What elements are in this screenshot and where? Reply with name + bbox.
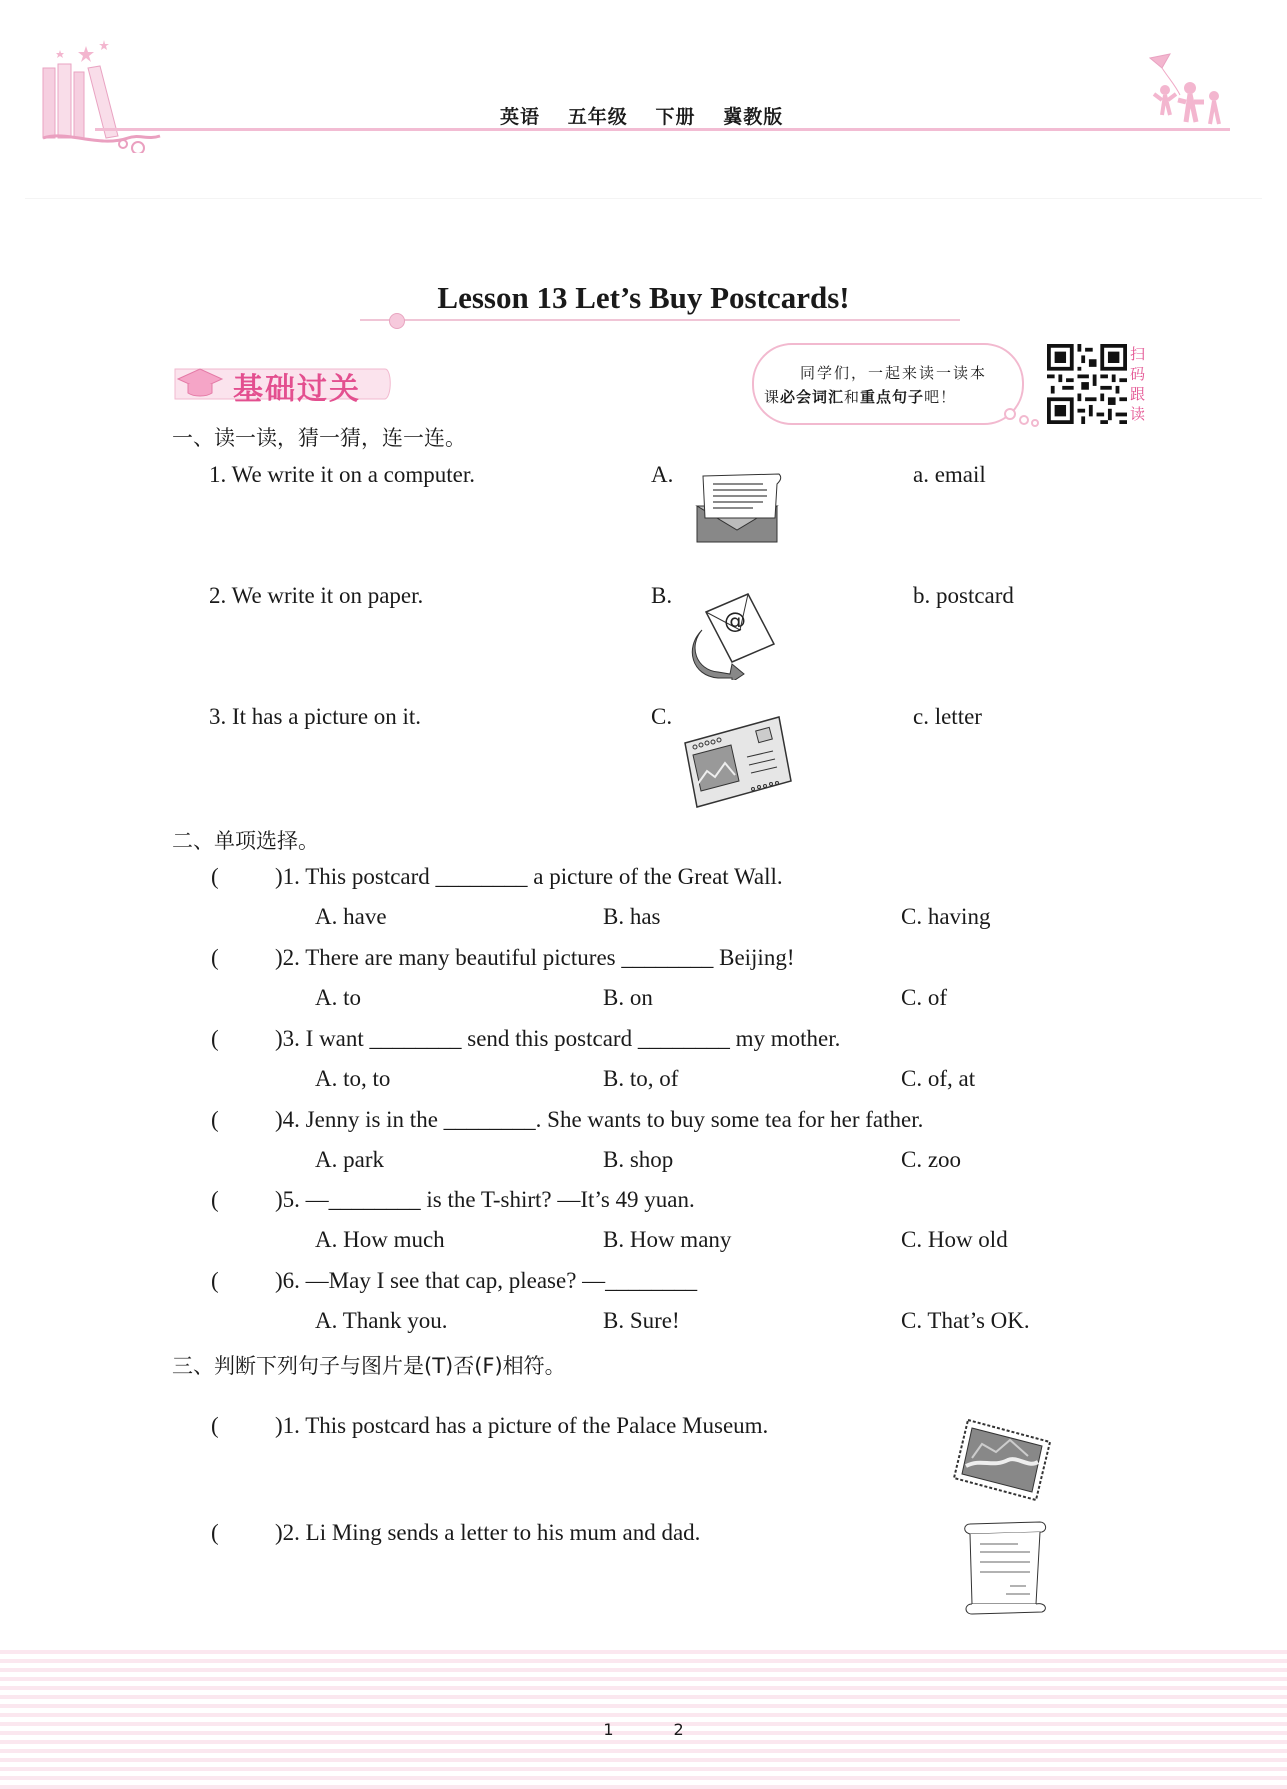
option-b: B. on: [603, 985, 653, 1010]
answer-paren[interactable]: (: [211, 1413, 219, 1438]
answer-paren[interactable]: (: [211, 1520, 219, 1545]
question-text: )1. This postcard ________ a picture of the Great Wall.: [275, 864, 783, 889]
lesson-title: Lesson 13 Let’s Buy Postcards!: [437, 280, 850, 315]
page-number: 12: [603, 1720, 744, 1739]
svg-text:@: @: [724, 609, 746, 634]
header-title: [500, 102, 805, 129]
part1-word-b: b. postcard: [913, 583, 1014, 608]
part1-picture-label-a: A.: [651, 462, 674, 487]
part3-heading: 三、判断下列句子与图片是(T)否(F)相符。: [172, 1354, 566, 1378]
option-c: C. having: [901, 904, 991, 929]
option-a: A. have: [315, 904, 387, 929]
option-a: A. park: [315, 1147, 384, 1172]
option-c: C. of, at: [901, 1066, 976, 1091]
header-edition: 冀教版: [723, 107, 784, 128]
question-text: )4. Jenny is in the ________. She wants to buy some tea for her father.: [275, 1107, 924, 1132]
option-b: B. How many: [603, 1227, 732, 1252]
option-c: C. zoo: [901, 1147, 962, 1172]
speech-bubble: [752, 343, 1024, 425]
option-b: B. to, of: [603, 1066, 679, 1091]
answer-paren[interactable]: (: [211, 864, 219, 889]
option-b: B. shop: [603, 1147, 674, 1172]
question-text: )2. Li Ming sends a letter to his mum and dad.: [275, 1520, 701, 1545]
title-dot: [389, 313, 405, 329]
bubble-line-1: 同学们，一起来读一读本: [800, 364, 988, 382]
option-c: C. That’s OK.: [901, 1308, 1030, 1333]
answer-paren[interactable]: (: [211, 1187, 219, 1212]
part1-picture-label-c: C.: [651, 704, 673, 729]
part1-word-c: c. letter: [913, 704, 982, 729]
option-a: A. to: [315, 985, 361, 1010]
great-wall-postcard-icon: [952, 1418, 1052, 1503]
question-text: )5. —________ is the T-shirt? —It’s 49 yuan.: [275, 1187, 695, 1212]
section-title: 基础过关: [233, 372, 361, 407]
bubble-tail-icon: [1002, 408, 1042, 428]
header-grade: 五年级: [567, 107, 628, 128]
header-divider: [25, 198, 1262, 199]
qr-code-icon[interactable]: [1047, 344, 1127, 424]
header-volume: 下册: [655, 107, 696, 128]
answer-paren[interactable]: (: [211, 945, 219, 970]
option-b: B. has: [603, 904, 661, 929]
email-icon: [688, 590, 778, 680]
question-text: )3. I want ________ send this postcard ________ my mother.: [275, 1026, 841, 1051]
option-a: A. How much: [315, 1227, 445, 1252]
part1-sentence-2: 2. We write it on paper.: [209, 583, 424, 608]
header-children-kite-icon: [1140, 50, 1230, 135]
answer-paren[interactable]: (: [211, 1107, 219, 1132]
option-b: B. Sure!: [603, 1308, 680, 1333]
question-text: )1. This postcard has a picture of the Palace Museum.: [275, 1413, 769, 1438]
postcard-icon: [683, 715, 793, 810]
bubble-line-2: 课必会词汇和重点句子吧！: [764, 388, 957, 406]
letter-scroll-icon: [960, 1518, 1052, 1618]
header-subject: 英语: [500, 107, 541, 128]
header-books-logo: [38, 38, 168, 153]
part1-word-a: a. email: [913, 462, 986, 487]
part1-heading: 一、读一读，猜一猜，连一连。: [172, 426, 466, 450]
part2-heading: 二、单项选择。: [172, 829, 319, 853]
option-a: A. to, to: [315, 1066, 391, 1091]
answer-paren[interactable]: (: [211, 1268, 219, 1293]
part1-picture-label-b: B.: [651, 583, 673, 608]
question-text: )6. —May I see that cap, please? —________: [275, 1268, 698, 1293]
answer-paren[interactable]: (: [211, 1026, 219, 1051]
part1-sentence-1: 1. We write it on a computer.: [209, 462, 475, 487]
question-text: )2. There are many beautiful pictures ________ Beijing!: [275, 945, 795, 970]
option-c: C. How old: [901, 1227, 1008, 1252]
letter-envelope-icon: [693, 472, 785, 544]
option-a: A. Thank you.: [315, 1308, 448, 1333]
option-c: C. of: [901, 985, 947, 1010]
title-rule: [360, 319, 960, 321]
scan-to-read-label: 扫码跟读: [1130, 345, 1146, 423]
part1-sentence-3: 3. It has a picture on it.: [209, 704, 422, 729]
